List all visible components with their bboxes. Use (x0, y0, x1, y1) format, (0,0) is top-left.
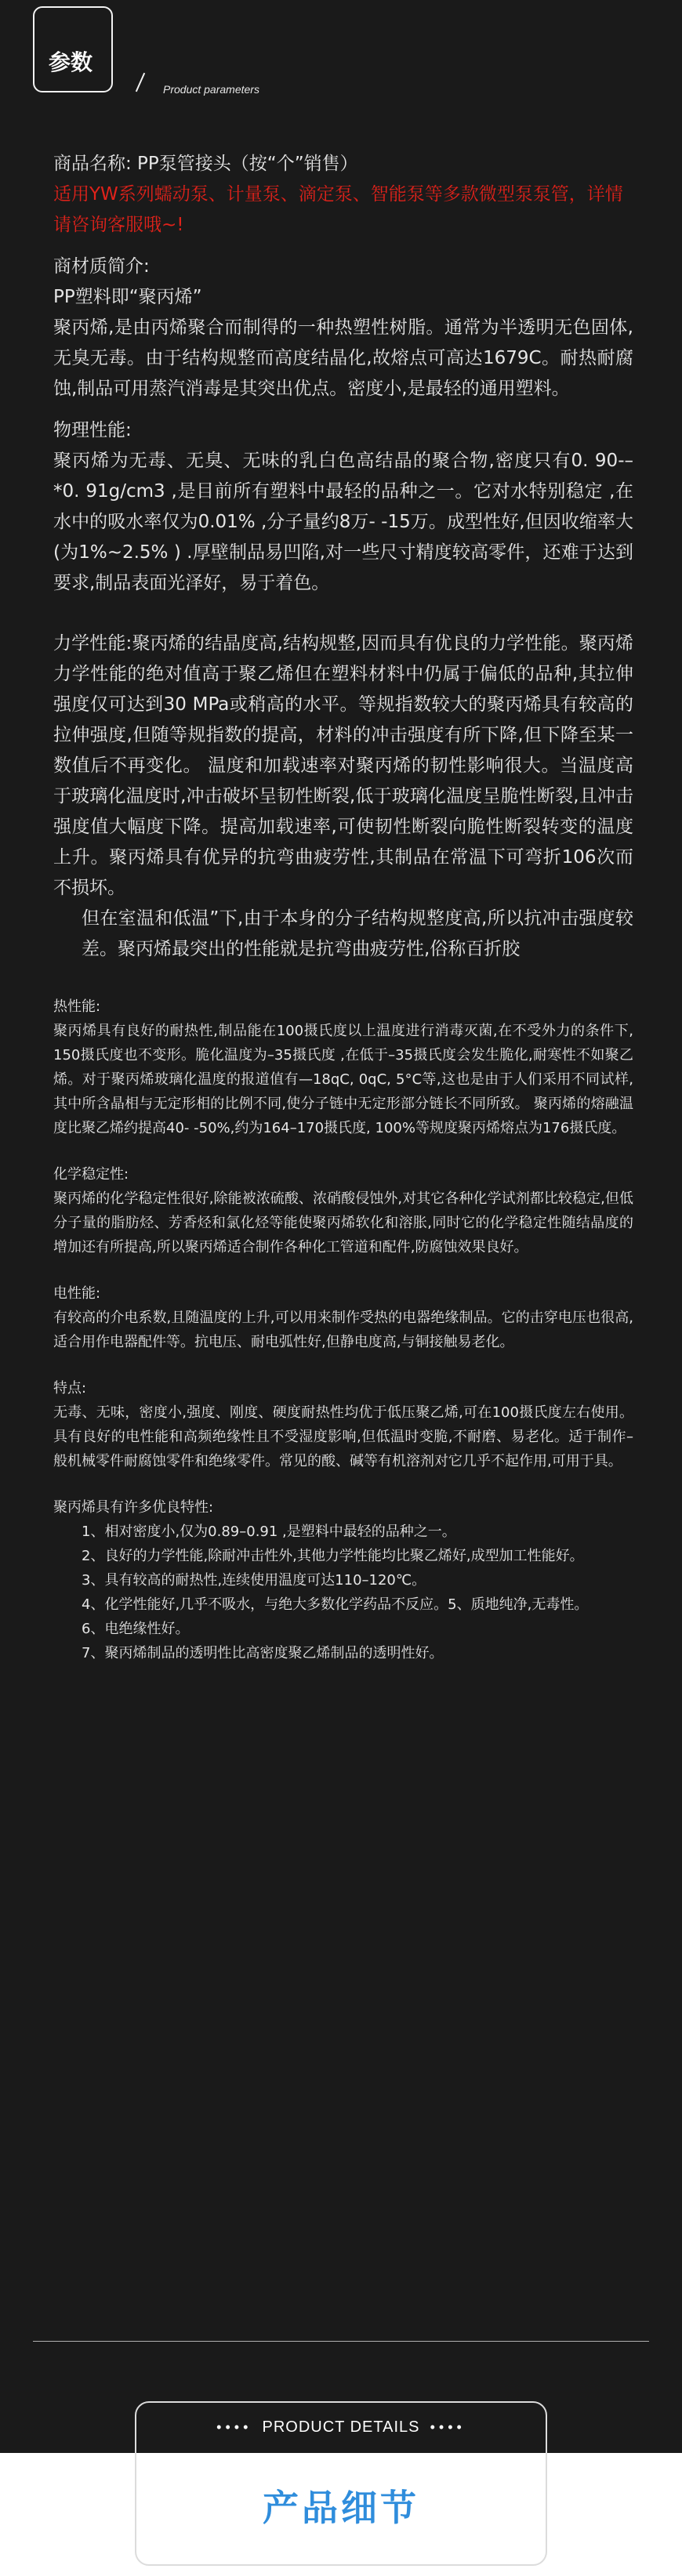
advantage-item: 6、电绝缘性好。 (82, 1621, 190, 1637)
features-heading: 特点: (53, 1380, 87, 1397)
thermal-heading: 热性能: (53, 998, 101, 1015)
electrical-text: 有较高的介电系数,且随温度的上升,可以用来制作受热的电器绝缘制品。它的击穿电压也很高,适合用作电器配件等。抗电压、耐电弧性好,但静电度高,与铜接触易老化。 (53, 1310, 633, 1350)
electrical-heading: 电性能: (53, 1285, 101, 1302)
section-subtitle: Product parameters (163, 83, 259, 96)
product-description (53, 149, 633, 1665)
physical-properties: 物理性能: 聚丙烯为无毒、无臭、无味的乳白色高结晶的聚合物,密度只有0. 90-–*0. 91g/cm3 ,是目前所有塑料中最轻的品种之一。它对水特别稳定 ,在水中的吸水率仅为0.01% ,分子量约8万- -15万。成型性好,但因收缩率大(为1%~2.5% ) .厚壁制品易凹陷,对一些尺寸精度较高零件，还难于达到要求,制品表面光泽好，易于着色。 (53, 420, 633, 593)
material-section (53, 252, 633, 965)
mechanical-properties: 力学性能:聚丙烯的结晶度高,结构规整,因而具有优良的力学性能。聚丙烯力学性能的绝对值高于聚乙烯但在塑料材料中仍属于偏低的品种,其拉伸强度仅可达到30 MPa或稍高的水平。等规指数较大的聚丙烯具有较高的拉伸强度,但随等规指数的提高，材料的冲击强度有所下降,但下降至某一数值后不再变化。 温度和加载速率对聚丙烯的韧性影响很大。当温度高于玻璃化温度时,冲击破坏呈韧性断裂,低于玻璃化温度呈脆性断裂,且冲击强度值大幅度下降。提高加载速率,可使韧性断裂向脆性断裂转变的温度上升。聚丙烯具有优异的抗弯曲疲劳性,其制品在常温下可弯折106次而不损坏。 (53, 633, 633, 898)
section-title: 参数 (49, 49, 93, 75)
advantage-item: 1、相对密度小,仅为0.89–0.91 ,是塑料中最轻的品种之一。 (82, 1523, 456, 1540)
material-intro: 聚丙烯,是由丙烯聚合而制得的一种热塑性树脂。通常为半透明无色固体,无臭无毒。由于结构规整而高度结晶化,故熔点可高达1679C。耐热耐腐蚀,制品可用蒸汽消毒是其突出优点。密度小,是最轻的通用塑料。 (53, 317, 633, 399)
advantage-item: 4、化学性能好,几乎不吸水，与绝大多数化学药品不反应。5、质地纯净,无毒性。 (82, 1596, 589, 1613)
advantages-heading: 聚丙烯具有许多优良特性: (53, 1499, 214, 1516)
dots-left-icon: •••• (216, 2419, 252, 2435)
features-text: 无毒、无味，密度小,强度、刚度、硬度耐热性均优于低压聚乙烯,可在100摄氏度左右使用。具有良好的电性能和高频绝缘性且不受湿度影响,但低温时变脆,不耐磨、易老化。适于制作–般机械零件耐腐蚀零件和绝缘零件。常见的酸、碱等有机溶剂对它几乎不起作用,可用于具。 (53, 1404, 633, 1469)
compatibility-notice: 适用YW系列蠕动泵、计量泵、滴定泵、智能泵等多款微型泵泵管，详情请咨询客服哦~! (53, 184, 623, 235)
product-details-title: 产品细节 (263, 2487, 419, 2529)
material-subheading: PP塑料即“聚丙烯” (53, 287, 202, 307)
product-details-en: PRODUCT DETAILS (262, 2418, 420, 2436)
material-heading: 商材质简介: (53, 256, 150, 277)
section-divider (33, 2341, 649, 2342)
advantage-item: 2、良好的力学性能,除耐冲击性外,其他力学性能均比聚乙烯好,成型加工性能好。 (82, 1548, 584, 1564)
dots-right-icon: •••• (430, 2419, 466, 2435)
mechanical-properties-cont: 但在室温和低温”下,由于本身的分子结构规整度高,所以抗冲击强度较差。聚丙烯最突出的性能就是抗弯曲疲劳性,俗称百折胶 (82, 908, 633, 959)
product-name: 商品名称: PP泵管接头（按“个”销售） (53, 154, 358, 174)
chemical-heading: 化学稳定性: (53, 1166, 129, 1183)
slash-divider (136, 73, 145, 92)
chemical-text: 聚丙烯的化学稳定性很好,除能被浓硫酸、浓硝酸侵蚀外,对其它各种化学试剂都比较稳定,但低分子量的脂肪烃、芳香烃和氯化烃等能使聚丙烯软化和溶胀,同时它的化学稳定性随结晶度的增加还有所提高,所以聚丙烯适合制作各种化工管道和配件,防腐蚀效果良好。 (53, 1190, 633, 1255)
product-details-label (0, 2418, 682, 2437)
advantage-item: 7、聚丙烯制品的透明性比高密度聚乙烯制品的透明性好。 (82, 1645, 444, 1661)
detail-sections (53, 995, 633, 1665)
advantage-item: 3、具有较高的耐热性,连续使用温度可达110–120℃。 (82, 1572, 426, 1589)
thermal-text: 聚丙烯具有良好的耐热性,制品能在100摄氏度以上温度进行消毒灭菌,在不受外力的条件下, 150摄氏度也不变形。脆化温度为–35摄氏度 ,在低于–35摄氏度会发生脆化,耐寒性不如聚乙烯。对于聚丙烯玻璃化温度的报道值有—18qC, 0qC, 5°C等,这也是由于人们采用不同试样,其中所含晶相与无定形相的比例不同,使分子链中无定形部分链长不同所致。 聚丙烯的熔融温度比聚乙烯约提高40- -50%,约为164–170摄氏度, 100%等规度聚丙烯熔点为176摄氏度。 (53, 1023, 633, 1136)
